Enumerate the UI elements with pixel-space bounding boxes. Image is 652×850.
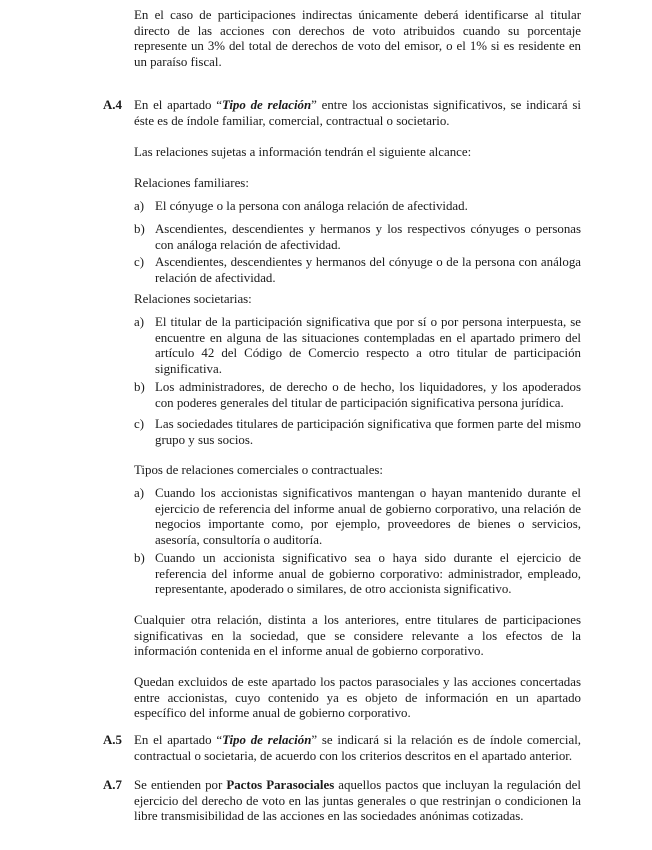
list-item — [134, 255, 581, 286]
a7-term: Pactos Parasociales — [226, 778, 335, 792]
a7-post: aquellos pactos que incluyan la regulación del ejercicio del derecho de voto en las juntas generales o que restrinjan o condicionen la libre transmisibilidad de las acciones en las sociedades anónimas cotizadas. — [134, 778, 581, 824]
list-item-text: El cónyuge o la persona con análoga relación de afectividad. — [155, 199, 468, 213]
comerciales-heading: Tipos de relaciones comerciales o contractuales: — [134, 463, 384, 477]
a4-post: ” entre los accionistas significativos, se indicará si éste es de índole familiar, comercial, contractual o societario. — [134, 98, 581, 128]
a4-pre: En el apartado “ — [134, 98, 222, 112]
intro-paragraph: En el caso de participaciones indirectas únicamente deberá identificarse al titular directo de las acciones con derechos de voto atribuidos cuando su porcentaje represente un 3% del total de derechos de voto del emisor, o el 1% si es residente en un paraíso fiscal. — [134, 8, 581, 69]
a4-scope-paragraph: Las relaciones sujetas a información tendrán el siguiente alcance: — [134, 145, 472, 159]
a5-pre: En el apartado “ — [134, 733, 223, 747]
list-item — [134, 551, 581, 598]
list-item-text: Las sociedades titulares de participación significativa que formen parte del mismo grupo y sus socios. — [155, 417, 581, 447]
list-item-text: Los administradores, de derecho o de hecho, los liquidadores, y los apoderados con poderes generales del titular de participación significativa persona jurídica. — [155, 380, 581, 410]
a7-paragraph — [134, 778, 581, 825]
list-marker: c) — [134, 255, 145, 269]
list-item-text: Ascendientes, descendientes y hermanos y los respectivos cónyuges o personas con análoga relación de afectividad. — [155, 222, 581, 252]
list-item — [134, 380, 581, 411]
list-marker: b) — [134, 222, 145, 236]
a5-term: Tipo de relación — [222, 733, 312, 747]
list-item-text: Cuando los accionistas significativos mantengan o hayan mantenido durante el ejercicio de referencia del informe anual de gobierno corporativo, una relación de negocios importante como, por ejemplo, proveedores de bienes o servicios, asesoría, consultoría o auditoría. — [155, 486, 581, 547]
list-marker: a) — [134, 199, 145, 213]
list-item — [134, 417, 581, 448]
otra-relacion-paragraph: Cualquier otra relación, distinta a los anteriores, entre titulares de participaciones significativas en la sociedad, que se considere relevante a los efectos de la información contenida en el informe anual de gobierno corporativo. — [134, 613, 581, 659]
list-item-text: Cuando un accionista significativo sea o haya sido durante el ejercicio de referencia del informe anual de gobierno corporativo: administrador, empleado, representante, apoderado o similares, de otro accionista significativo. — [155, 551, 581, 597]
list-item-text: El titular de la participación significativa que por sí o por persona interpuesta, se encuentre en alguna de las situaciones contempladas en el apartado primero del artículo 42 del Código de Comercio respecto a otro titular de participación significativa. — [155, 315, 581, 376]
list-item — [134, 486, 581, 548]
list-marker: b) — [134, 551, 145, 565]
a5-paragraph — [134, 733, 581, 764]
section-number-a4: A.4 — [103, 98, 122, 112]
familiares-heading: Relaciones familiares: — [134, 176, 249, 190]
section-number-a7: A.7 — [103, 778, 122, 792]
a4-term: Tipo de relación — [221, 98, 312, 112]
a7-pre: Se entienden por — [134, 778, 227, 792]
list-marker: a) — [134, 315, 145, 329]
list-marker: c) — [134, 417, 145, 431]
excluidos-paragraph: Quedan excluidos de este apartado los pactos parasociales y las acciones concertadas entre accionistas, cuyo contenido ya es objeto de información en un apartado específico del informe anual de gobierno corporativo. — [134, 675, 581, 721]
list-item-text: Ascendientes, descendientes y hermanos del cónyuge o de la persona con análoga relación de afectividad. — [155, 255, 581, 285]
list-marker: b) — [134, 380, 145, 394]
list-item — [134, 315, 581, 377]
a4-intro-paragraph — [134, 98, 581, 129]
a5-post: ” se indicará si la relación es de índole comercial, contractual o societaria, de acuerdo con los criterios descritos en el apartado anterior. — [134, 733, 581, 763]
list-item — [134, 199, 581, 215]
section-number-a5: A.5 — [103, 733, 122, 747]
list-marker: a) — [134, 486, 145, 500]
societarias-heading: Relaciones societarias: — [134, 292, 252, 306]
list-item — [134, 222, 581, 253]
